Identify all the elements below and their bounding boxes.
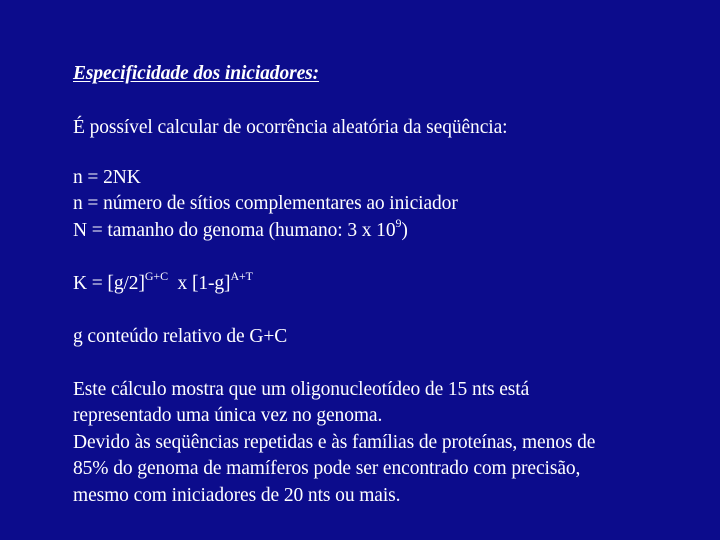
definition-genome-size-prefix: N = tamanho do genoma (humano: 3 x 10 <box>73 220 396 241</box>
formula-k-part2: x [1-g] <box>167 273 231 294</box>
paragraph-line-2: representado uma única vez no genoma. <box>73 405 383 426</box>
definition-g: g conteúdo relativo de G+C <box>73 326 288 347</box>
definition-genome-size-exponent: 9 <box>395 215 402 230</box>
paragraph-line-3: Devido às seqüências repetidas e às famílias de proteínas, menos de <box>73 432 596 453</box>
intro-text: É possível calcular de ocorrência aleatória da seqüência: <box>73 117 508 138</box>
slide-title: Especificidade dos iniciadores: <box>73 63 320 84</box>
formula-k-exponent-at: A+T <box>230 268 253 283</box>
definition-genome-size-suffix: ) <box>401 220 408 241</box>
paragraph-line-4: 85% do genoma de mamíferos pode ser encontrado com precisão, <box>73 458 581 479</box>
formula-n: n = 2NK <box>73 167 141 188</box>
formula-k <box>73 270 253 297</box>
formula-k-part1: K = [g/2] <box>73 273 145 294</box>
paragraph-line-5: mesmo com iniciadores de 20 nts ou mais. <box>73 485 401 506</box>
definition-genome-size <box>73 217 408 244</box>
paragraph-line-1: Este cálculo mostra que um oligonucleotídeo de 15 nts está <box>73 379 530 400</box>
formula-k-exponent-gc: G+C <box>144 268 168 283</box>
definition-n: n = número de sítios complementares ao iniciador <box>73 193 458 214</box>
